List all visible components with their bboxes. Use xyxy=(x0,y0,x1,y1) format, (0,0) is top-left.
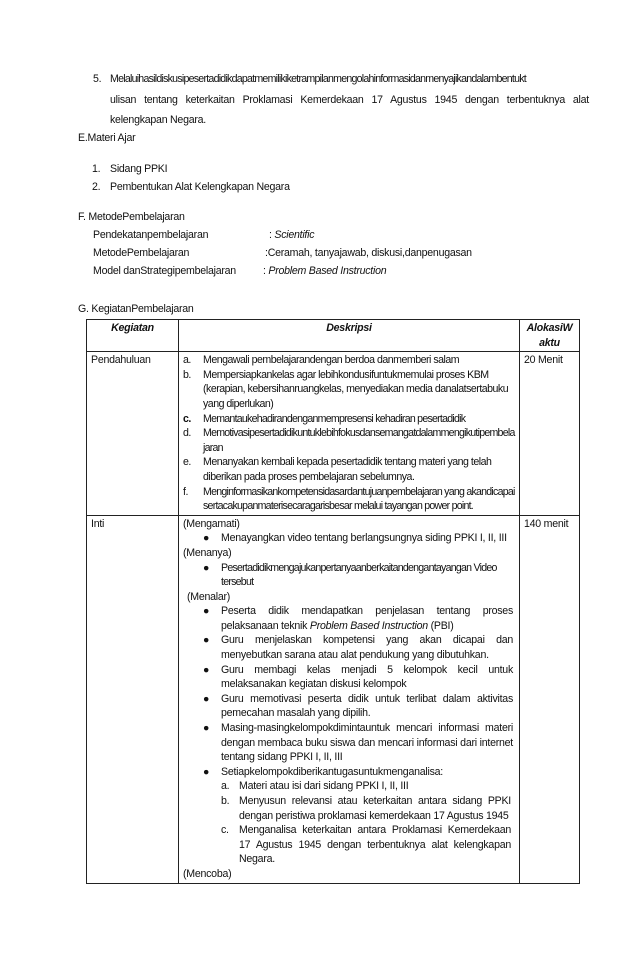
bullet-icon: ● xyxy=(203,722,210,735)
kegiatan-cell: Pendahuluan xyxy=(87,352,179,516)
item-number: 5. xyxy=(93,73,102,85)
list-item: d. Memotivasipesertadidikuntuklebihfokusdansemangatdalammengikutipembelajaran xyxy=(183,427,515,454)
bullet-icon: ● xyxy=(203,663,210,676)
objective-line-2: ulisan tentang keterkaitan Proklamasi Kemerdekaan 17 Agustus 1945 dengan terbentuknya alat xyxy=(110,93,589,106)
kegiatan-cell: Inti xyxy=(87,515,179,883)
list-item: ● Guru menjelaskan kompetensi yang akan dicapai dan menyebutkan sarana atau alat pendukung yang dibutuhkan. xyxy=(203,634,513,662)
objective-line-1: Melaluihasildiskusipesertadidikdapatmemilikiketrampilanmengolahinformasidanmenyajikandalambentukt xyxy=(110,73,526,85)
section-g-heading: G. KegiatanPembelajaran xyxy=(78,303,194,315)
table-row xyxy=(87,352,580,516)
list-item: ● Setiapkelompokdiberikantugasuntukmenganalisa: a. Materi atau isi dari sidang PPKI I, II, III b. Menyusun relevansi atau keterkaitan antara sidang PPKI dengan peristiwa proklamasi kemerdekaan 17 Agustus 1945 c. Menganalisa keterkaitan antara Proklamasi Kemerdekaan 17 Agustus 1945 dengan terbentuknya alat kelengkapan Negara. xyxy=(203,765,511,866)
deskripsi-cell xyxy=(179,352,520,516)
header-kegiatan: Kegiatan xyxy=(87,320,179,352)
objective-item-5 xyxy=(93,72,589,128)
section-e-heading: E.Materi Ajar xyxy=(78,132,136,144)
method-key: Model danStrategipembelajaran xyxy=(93,265,236,277)
bullet-icon: ● xyxy=(203,561,210,574)
table-header-row xyxy=(87,320,580,352)
section-f-heading: F. MetodePembelajaran xyxy=(78,211,185,223)
method-value: :Ceramah, tanyajawab, diskusi,danpenugasan xyxy=(265,247,472,259)
materi-list xyxy=(92,162,290,198)
phase-label: (Mengamati) xyxy=(183,517,240,530)
list-item: b. Mempersiapkankelas agar lebihkondusifuntukmemulai proses KBM (kerapian, kebersihanruangkelas, menyediakan media danalatsertabuku yang diperlukan) xyxy=(183,368,509,410)
header-deskripsi: Deskripsi xyxy=(179,320,520,352)
method-key: Pendekatanpembelajaran xyxy=(93,229,209,241)
list-item: a. Materi atau isi dari sidang PPKI I, II, III xyxy=(221,780,409,793)
deskripsi-cell xyxy=(179,515,520,883)
list-item: a. Mengawali pembelajarandengan berdoa danmemberi salam xyxy=(183,354,460,367)
phase-label: (Mencoba) xyxy=(183,867,232,880)
list-item: c. Memantaukehadirandenganmempresensi kehadiran pesertadidik xyxy=(183,412,466,425)
list-item: 1. Sidang PPKI xyxy=(92,163,168,175)
table-row xyxy=(87,515,580,883)
bullet-icon: ● xyxy=(203,605,210,618)
list-item: b. Menyusun relevansi atau keterkaitan antara sidang PPKI dengan peristiwa proklamasi kemerdekaan 17 Agustus 1945 xyxy=(221,795,511,822)
list-item: c. Menganalisa keterkaitan antara Proklamasi Kemerdekaan 17 Agustus 1945 dengan terbentuknya alat kelengkapan Negara. xyxy=(221,824,511,866)
header-alokasi: AlokasiWaktu xyxy=(520,320,580,352)
alokasi-cell: 20 Menit xyxy=(520,352,580,516)
list-item: ● Masing-masingkelompokdimintauntuk mencari informasi materi dengan membaca buku siswa dan mencari informasi dari internet tentang sidang PPKI I, II, III xyxy=(203,722,513,764)
bullet-icon: ● xyxy=(203,765,210,778)
bullet-icon: ● xyxy=(203,692,210,705)
method-key: MetodePembelajaran xyxy=(93,247,190,259)
list-item: f. Menginformasikankompetensidasardantujuanpembelajaran yang akandicapai sertacakupanmaterisecaragarisbesar melalui tayangan power point. xyxy=(183,485,515,513)
list-item: ● Guru membagi kelas menjadi 5 kelompok kecil untuk melaksanakan kegiatan diskusi kelompok xyxy=(203,663,513,691)
list-item: ● Menayangkan video tentang berlangsungnya siding PPKI I, II, III xyxy=(203,532,507,545)
list-item: 2. Pembentukan Alat Kelengkapan Negara xyxy=(92,181,290,193)
phase-label: (Menanya) xyxy=(183,546,232,559)
list-item: e. Menanyakan kembali kepada pesertadidik tentang materi yang telah diberikan pada proses pembelajaran sebelumnya. xyxy=(183,456,492,483)
method-value: : Problem Based Instruction xyxy=(263,265,387,277)
bullet-icon: ● xyxy=(203,634,210,647)
phase-label: (Menalar) xyxy=(187,590,231,603)
list-item: ● Pesertadidikmengajukanpertanyaanberkaitandengantayangan Video tersebut xyxy=(203,561,497,589)
activity-table xyxy=(86,319,580,884)
method-value: : Scientific xyxy=(269,229,315,241)
list-item: ● Guru memotivasi peserta didik untuk terlibat dalam aktivitas pemecahan masalah yang dipilih. xyxy=(203,692,513,720)
bullet-icon: ● xyxy=(203,532,210,545)
list-item: ● Peserta didik mendapatkan penjelasan tentang proses pelaksanaan teknik Problem Based Instruction (PBI) xyxy=(203,605,513,632)
alokasi-cell: 140 menit xyxy=(520,515,580,883)
objective-line-3: kelengkapan Negara. xyxy=(110,114,206,127)
